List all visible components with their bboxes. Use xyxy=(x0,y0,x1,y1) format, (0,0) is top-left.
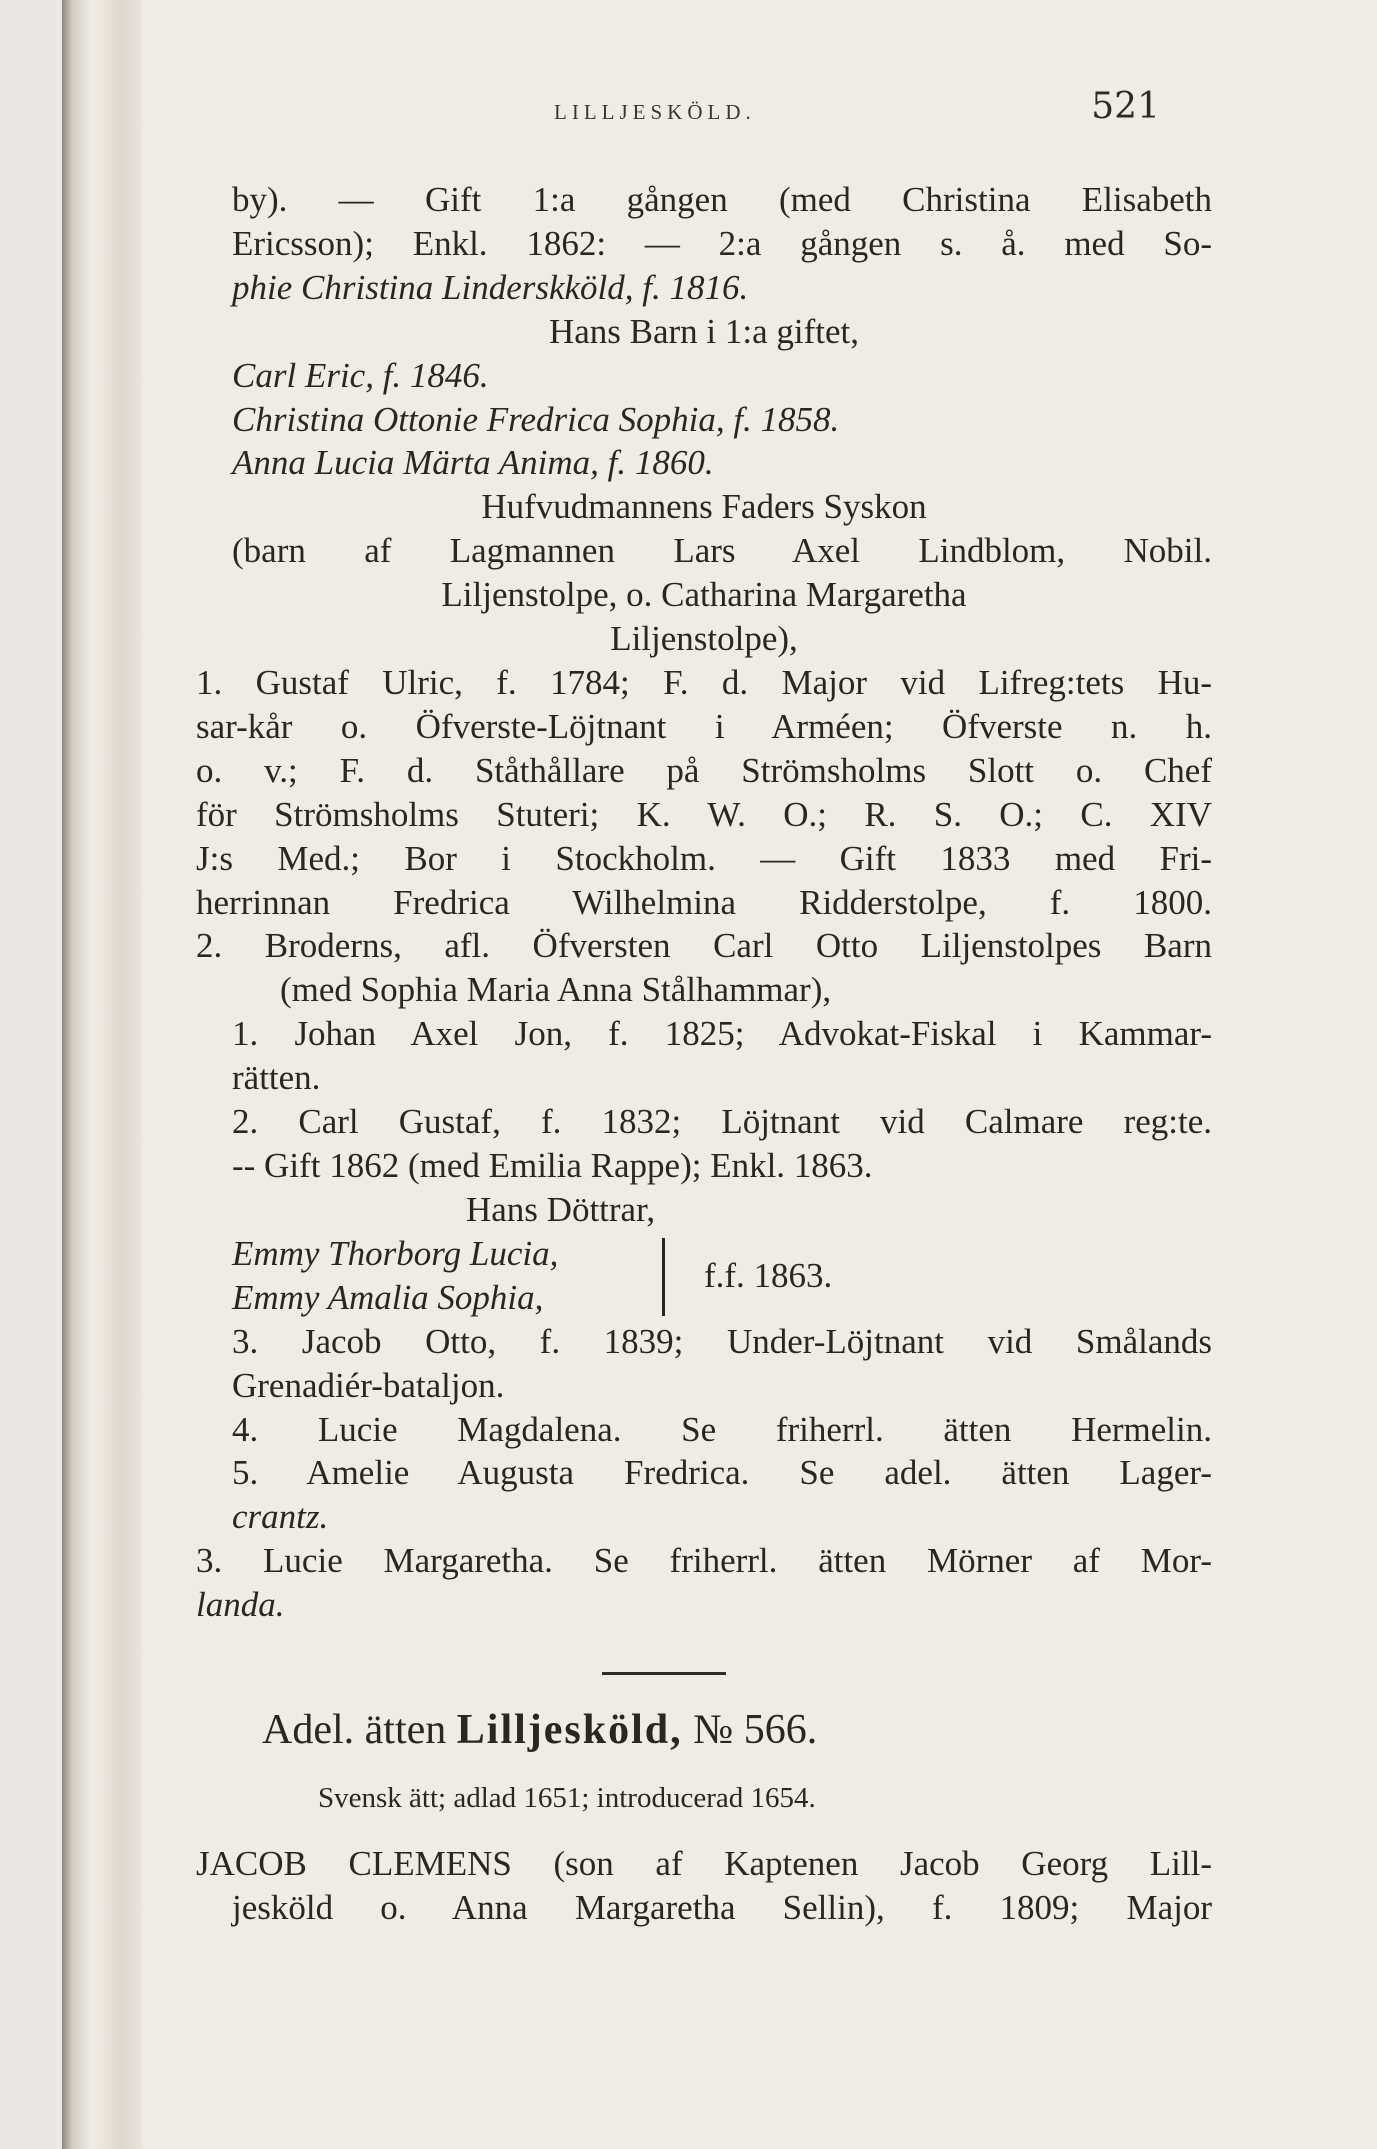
brace-mark xyxy=(662,1238,675,1316)
text-line: JACOB CLEMENS (son af Kaptenen Jacob Georg Lill- xyxy=(196,1844,1212,1883)
text-line: landa. xyxy=(196,1585,285,1625)
text-line: Christina Ottonie Fredrica Sophia, f. 1858. xyxy=(232,399,840,439)
family-number: № 566. xyxy=(693,1707,818,1753)
text-line: 2. Carl Gustaf, f. 1832; Löjtnant vid Calmare reg:te. xyxy=(232,1102,1212,1142)
text-line: Liljenstolpe, o. Catharina Margaretha xyxy=(441,575,967,615)
twin-name-second: Emmy Amalia Sophia, xyxy=(232,1277,544,1317)
running-head: LILLJESKÖLD. xyxy=(554,100,756,124)
twin-name-first: Emmy Thorborg Lucia, xyxy=(232,1233,559,1273)
text-line: Ericsson); Enkl. 1862: — 2:a gången s. å. med So- xyxy=(232,223,1212,263)
text-line: crantz. xyxy=(232,1497,329,1537)
text-line: 4. Lucie Magdalena. Se friherrl. ätten Hermelin. xyxy=(232,1409,1212,1449)
text-line: Grenadiér-bataljon. xyxy=(232,1365,505,1405)
section-divider xyxy=(602,1672,726,1675)
text-line: by). — Gift 1:a gången (med Christina Elisabeth xyxy=(232,180,1212,219)
family-subline: Svensk ätt; adlad 1651; introducerad 1654. xyxy=(318,1782,816,1814)
text-line: Liljenstolpe), xyxy=(610,619,798,659)
text-line: phie Christina Linderskköld, f. 1816. xyxy=(232,267,749,307)
section-subheading: Hufvudmannens Faders Syskon xyxy=(481,487,927,527)
text-line: 3. Lucie Margaretha. Se friherrl. ätten Mörner af Mor- xyxy=(196,1541,1212,1581)
heading-prefix: Adel. ätten xyxy=(262,1707,447,1753)
body-text-continued xyxy=(196,1842,1212,1930)
book-binding-shadow xyxy=(62,0,142,2149)
text-line: 5. Amelie Augusta Fredrica. Se adel. ätten Lager- xyxy=(232,1453,1212,1493)
text-line: 1. Gustaf Ulric, f. 1784; F. d. Major vid Lifreg:tets Hu- xyxy=(196,662,1212,702)
text-line: 2. Broderns, afl. Öfversten Carl Otto Liljenstolpes Barn xyxy=(196,926,1212,966)
text-line: sar-kår o. Öfverste-Löjtnant i Arméen; Öfverste n. h. xyxy=(196,706,1212,746)
body-text xyxy=(196,178,1212,1627)
family-heading xyxy=(262,1706,1062,1766)
text-line: 1. Johan Axel Jon, f. 1825; Advokat-Fiskal i Kammar- xyxy=(232,1014,1212,1054)
text-line: rätten. xyxy=(232,1058,321,1098)
text-line: (barn af Lagmannen Lars Axel Lindblom, Nobil. xyxy=(232,531,1212,571)
text-line: Carl Eric, f. 1846. xyxy=(232,355,489,395)
text-line: för Strömsholms Stuteri; K. W. O.; R. S. O.; C. XIV xyxy=(196,794,1212,834)
section-subheading: Hans Döttrar, xyxy=(466,1189,656,1229)
text-line: (med Sophia Maria Anna Stålhammar), xyxy=(280,970,832,1010)
text-line: Hans Barn i 1:a giftet, xyxy=(548,311,860,351)
family-name: Lilljesköld, xyxy=(456,1707,683,1753)
text-line: 3. Jacob Otto, f. 1839; Under-Löjtnant vid Smålands xyxy=(232,1321,1212,1361)
text-line: Anna Lucia Märta Anima, f. 1860. xyxy=(232,443,714,483)
twin-birth-date: f.f. 1863. xyxy=(704,1255,833,1295)
text-line: herrinnan Fredrica Wilhelmina Ridderstolpe, f. 1800. xyxy=(196,882,1212,922)
scan-margin xyxy=(0,0,62,2149)
twin-entry xyxy=(196,1232,1212,1320)
text-line: J:s Med.; Bor i Stockholm. — Gift 1833 med Fri- xyxy=(196,838,1212,878)
text-line: -- Gift 1862 (med Emilia Rappe); Enkl. 1863. xyxy=(232,1145,873,1185)
page-header xyxy=(200,86,1160,136)
text-line: jesköld o. Anna Margaretha Sellin), f. 1809; Major xyxy=(232,1888,1212,1927)
text-line: o. v.; F. d. Ståthållare på Strömsholms Slott o. Chef xyxy=(196,750,1212,790)
page-number: 521 xyxy=(1091,86,1160,127)
